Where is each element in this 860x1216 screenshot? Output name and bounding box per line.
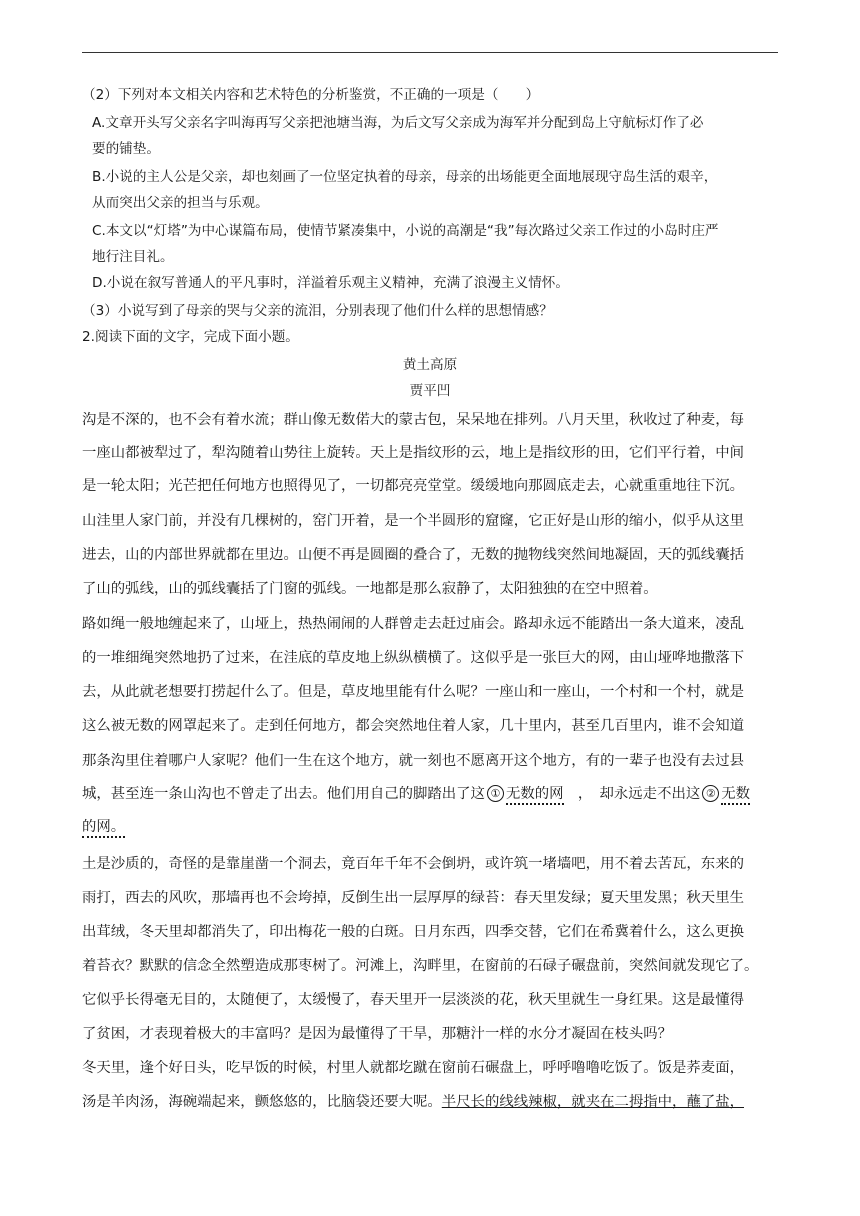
passage-author: 贾平凹 — [409, 383, 451, 399]
option-b-line-2: 从而突出父亲的担当与乐观。 — [92, 195, 269, 211]
phrase-1: 无数的网 — [506, 786, 564, 805]
phrase-2-end: 的网。 — [82, 819, 125, 838]
item-2-instruction: 2.阅读下面的文字，完成下面小题。 — [82, 329, 299, 345]
paragraph-2-line-2: 的一堆细绳突然地扔了过来，在洼底的草皮地上纵纵横横了。这似乎是一张巨大的网，由山垭哗地撒落下 — [82, 650, 744, 666]
header-rule — [82, 52, 778, 53]
option-b-line-1: B.小说的主人公是父亲，却也刻画了一位坚定执着的母亲，母亲的出场能更全面地展现守岛生活的艰辛， — [92, 169, 718, 185]
paragraph-1-line-1: 沟是不深的，也不会有着水流；群山像无数偌大的蒙古包，呆呆地在排列。八月天里，秋收过了种麦，每 — [82, 412, 744, 428]
paragraph-2-line-3: 去，从此就老想要打捞起什么了。但是，草皮地里能有什么呢？一座山和一座山，一个村和一个村，就是 — [82, 684, 744, 700]
paragraph-2-line-6 — [82, 784, 750, 804]
option-c-line-1: C.本文以“灯塔”为中心谋篇布局，使情节紧凑集中，小说的高潮是“我”每次路过父亲工作过的小岛时庄严 — [92, 223, 719, 239]
paragraph-2-line-4: 这么被无数的网罩起来了。走到任何地方，都会突然地住着人家，几十里内，甚至几百里内，谁不会知道 — [82, 718, 744, 734]
line-6-text: 城，甚至连一条山沟也不曾走了出去。他们用自己的脚踏出了这 — [82, 786, 485, 802]
paragraph-2-line-7 — [82, 817, 125, 837]
paragraph-3-line-3: 出茸绒，冬天里却都消失了，印出梅花一般的白斑。日月东西，四季交替，它们在希冀着什么，这么更换 — [82, 924, 744, 940]
paragraph-2-line-1: 路如绳一般地缠起来了，山垭上，热热闹闹的人群曾走去赶过庙会。路却永远不能踏出一条大道来，凌乱 — [82, 616, 744, 632]
paragraph-3-line-4: 着苔衣？默默的信念全然塑造成那枣树了。河滩上，沟畔里，在窗前的石碌子碾盘前，突然间就发现它了。 — [82, 958, 759, 974]
option-d-line-1: D.小说在叙写普通人的平凡事时，洋溢着乐观主义精神，充满了浪漫主义情怀。 — [92, 275, 569, 291]
line-6-middle: ， 却永远走不出这 — [563, 786, 701, 802]
paragraph-1-line-2: 一座山都被犁过了，犁沟随着山势往上旋转。天上是指纹形的云，地上是指纹形的田，它们平行着，中间 — [82, 445, 744, 461]
passage-title: 黄土高原 — [402, 357, 458, 373]
paragraph-1-line-6: 了山的弧线，山的弧线囊括了门窗的弧线。一地都是那么寂静了，太阳独独的在空中照着。 — [82, 581, 658, 597]
underlined-sentence: 半尺长的线线辣椒，就夹在二拇指中，蘸了盐， — [441, 1094, 744, 1110]
option-a-line-2: 要的铺垫。 — [92, 141, 160, 157]
paragraph-4-line-2 — [82, 1092, 744, 1112]
paragraph-3-line-5: 它似乎长得毫无目的，太随便了，太缓慢了，春天里开一层淡淡的花，秋天里就生一身红果。这是最懂得 — [82, 992, 744, 1008]
paragraph-4-line-1: 冬天里，逢个好日头，吃早饭的时候，村里人就都圪蹴在窗前石碾盘上，呼呼噜噜吃饭了。饭是荞麦面， — [82, 1060, 744, 1076]
option-c-line-2: 地行注目礼。 — [92, 249, 174, 265]
paragraph-1-line-3: 是一轮太阳；光芒把任何地方也照得见了，一切都亮亮堂堂。缓缓地向那圆底走去，心就重重地往下沉。 — [82, 478, 744, 494]
marker-1: ① — [487, 785, 504, 802]
paragraph-1-line-5: 进去，山的内部世界就都在里边。山便不再是圆圈的叠合了，无数的抛物线突然间地凝固，天的弧线囊括 — [82, 547, 744, 563]
paragraph-3-line-1: 土是沙质的，奇怪的是靠崖凿一个洞去，竟百年千年不会倒坍，或许筑一堵墙吧，用不着去苦瓦，东来的 — [82, 856, 744, 872]
line-2-text: 汤是羊肉汤，海碗端起来，颤悠悠的，比脑袋还要大呢。 — [82, 1094, 442, 1110]
question-3: （3）小说写到了母亲的哭与父亲的流泪，分别表现了他们什么样的思想情感？ — [82, 303, 553, 319]
question-2-stem: （2）下列对本文相关内容和艺术特色的分析鉴赏，不正确的一项是（ ） — [82, 87, 540, 103]
phrase-2: 无数 — [721, 786, 750, 805]
option-a-line-1: A.文章开头写父亲名字叫海再写父亲把池塘当海，为后文写父亲成为海军并分配到岛上守航标灯作了必 — [92, 115, 704, 131]
paragraph-3-line-6: 了贫困，才表现着极大的丰富吗？是因为最懂得了干旱，那糖汁一样的水分才凝固在枝头吗？ — [82, 1026, 673, 1042]
paragraph-1-line-4: 山洼里人家门前，并没有几棵树的，窑门开着，是一个半圆形的窟窿，它正好是山形的缩小，似乎从这里 — [82, 513, 744, 529]
paragraph-3-line-2: 雨打，西去的风吹，那墙再也不会垮掉，反倒生出一层厚厚的绿苔：春天里发绿；夏天里发黑；秋天里生 — [82, 890, 744, 906]
paragraph-2-line-5: 那条沟里住着哪户人家呢？他们一生在这个地方，就一刻也不愿离开这个地方，有的一辈子也没有去过县 — [82, 753, 744, 769]
marker-2: ② — [702, 785, 719, 802]
